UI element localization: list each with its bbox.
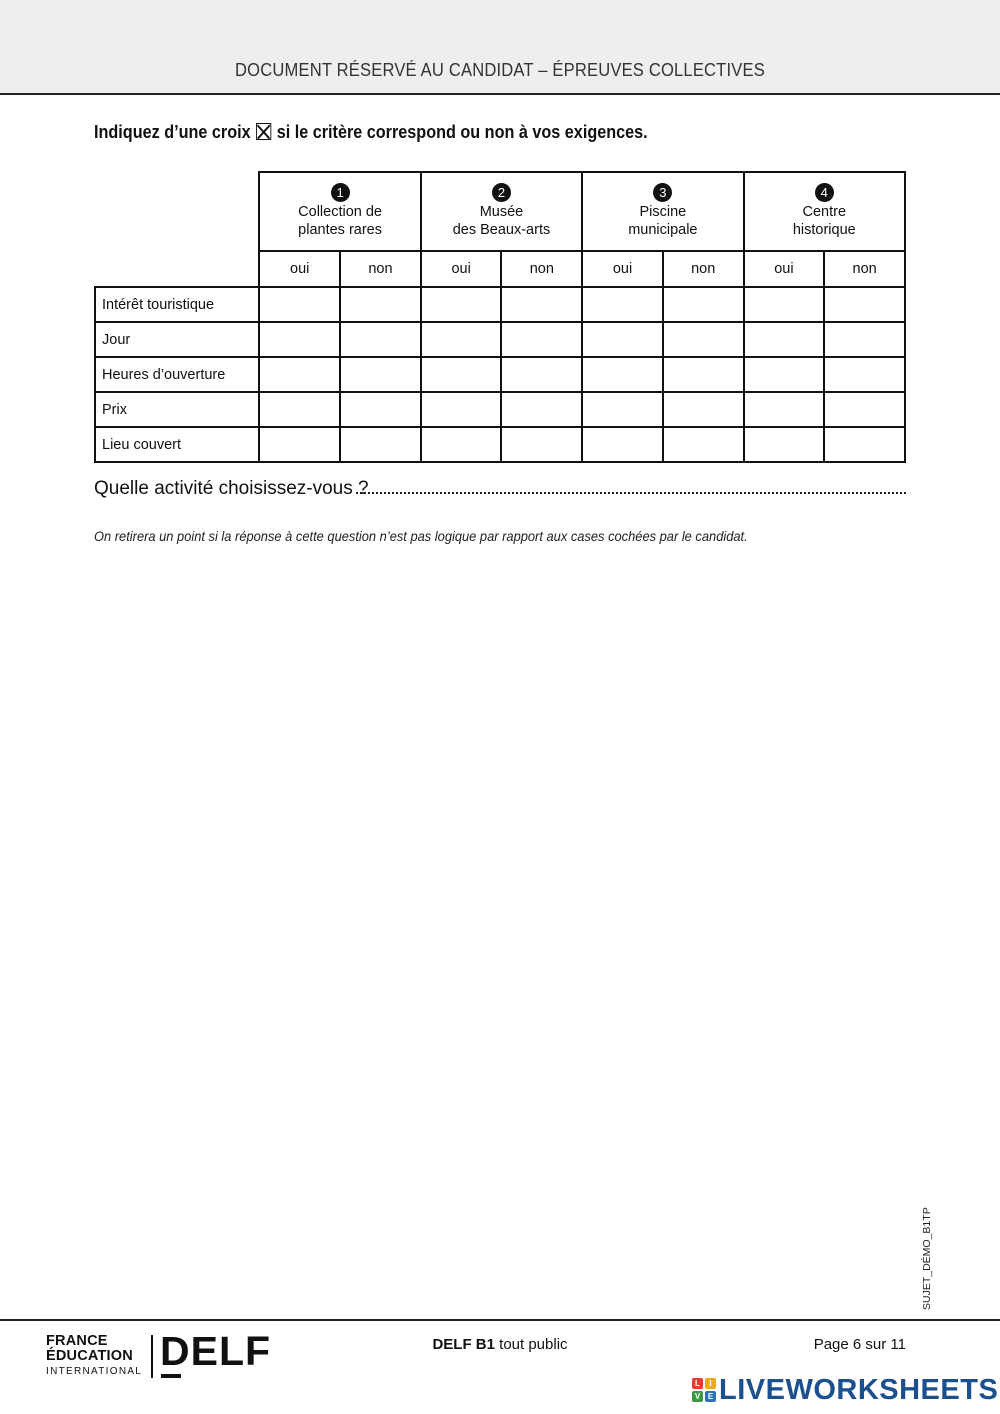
criterion-label: Jour xyxy=(95,322,259,357)
delf-logo-bar xyxy=(161,1374,181,1378)
instruction-after: si le critère correspond ou non à vos exigences. xyxy=(276,122,648,142)
oui-column-header: oui xyxy=(582,251,663,287)
answer-dotted-line[interactable] xyxy=(356,491,906,494)
lw-letter-block: I xyxy=(705,1378,716,1389)
page-header xyxy=(0,0,1000,95)
oui-checkbox-cell[interactable] xyxy=(259,427,340,462)
exam-level-bold: DELF B1 xyxy=(432,1336,495,1353)
activity-name-line2: plantes rares xyxy=(298,222,382,238)
non-checkbox-cell[interactable] xyxy=(501,392,582,427)
oui-checkbox-cell[interactable] xyxy=(582,427,663,462)
oui-column-header: oui xyxy=(421,251,502,287)
logo-line-1: FRANCE xyxy=(46,1333,108,1349)
activity-number-badge: 4 xyxy=(815,183,834,202)
non-checkbox-cell[interactable] xyxy=(663,287,744,322)
non-column-header: non xyxy=(340,251,421,287)
table-corner xyxy=(95,172,259,287)
oui-checkbox-cell[interactable] xyxy=(421,287,502,322)
scoring-note: On retirera un point si la réponse à cette question n’est pas logique par rapport aux cases cochées par le candidat. xyxy=(94,528,748,544)
activity-header xyxy=(421,172,582,251)
non-checkbox-cell[interactable] xyxy=(824,392,905,427)
lw-letter-block: L xyxy=(692,1378,703,1389)
non-checkbox-cell[interactable] xyxy=(501,322,582,357)
liveworksheets-text: LIVEWORKSHEETS xyxy=(719,1373,999,1406)
oui-checkbox-cell[interactable] xyxy=(582,392,663,427)
question-line xyxy=(94,478,906,500)
oui-checkbox-cell[interactable] xyxy=(259,287,340,322)
lw-letter-block: E xyxy=(705,1391,716,1402)
instruction-before: Indiquez d’une croix xyxy=(94,122,251,142)
activity-name-line2: municipale xyxy=(628,222,698,238)
non-checkbox-cell[interactable] xyxy=(340,392,421,427)
oui-checkbox-cell[interactable] xyxy=(744,287,825,322)
activity-number-badge: 2 xyxy=(492,183,511,202)
non-checkbox-cell[interactable] xyxy=(340,287,421,322)
oui-checkbox-cell[interactable] xyxy=(259,322,340,357)
oui-checkbox-cell[interactable] xyxy=(582,287,663,322)
activity-name-line1: Musée xyxy=(479,204,524,220)
activity-header xyxy=(582,172,743,251)
liveworksheets-logo[interactable] xyxy=(692,1374,998,1406)
activity-name-line2: historique xyxy=(792,222,856,238)
non-checkbox-cell[interactable] xyxy=(663,322,744,357)
activity-name-line2: des Beaux-arts xyxy=(452,222,551,238)
page-number: Page 6 sur 11 xyxy=(813,1336,906,1353)
instruction-text xyxy=(94,122,648,143)
non-column-header: non xyxy=(824,251,905,287)
activity-number-badge: 1 xyxy=(331,183,350,202)
non-checkbox-cell[interactable] xyxy=(340,427,421,462)
oui-checkbox-cell[interactable] xyxy=(421,357,502,392)
criterion-label: Prix xyxy=(95,392,259,427)
non-column-header: non xyxy=(501,251,582,287)
oui-checkbox-cell[interactable] xyxy=(744,427,825,462)
delf-logo: DELF xyxy=(160,1328,272,1374)
criterion-label: Lieu couvert xyxy=(95,427,259,462)
logo-line-2: ÉDUCATION xyxy=(46,1348,133,1364)
oui-checkbox-cell[interactable] xyxy=(259,392,340,427)
oui-checkbox-cell[interactable] xyxy=(744,392,825,427)
checkbox-x-icon xyxy=(256,123,271,140)
footer-divider xyxy=(0,1319,1000,1321)
criteria-table xyxy=(94,171,906,463)
table-row xyxy=(95,287,905,322)
oui-column-header: oui xyxy=(744,251,825,287)
oui-checkbox-cell[interactable] xyxy=(259,357,340,392)
lw-letter-block: V xyxy=(692,1391,703,1402)
oui-checkbox-cell[interactable] xyxy=(744,322,825,357)
table-row xyxy=(95,322,905,357)
question-text: Quelle activité choisissez-vous ? xyxy=(94,478,369,499)
criterion-label: Intérêt touristique xyxy=(95,287,259,322)
non-column-header: non xyxy=(663,251,744,287)
non-checkbox-cell[interactable] xyxy=(340,357,421,392)
activity-number-badge: 3 xyxy=(653,183,672,202)
oui-checkbox-cell[interactable] xyxy=(744,357,825,392)
oui-checkbox-cell[interactable] xyxy=(582,357,663,392)
non-checkbox-cell[interactable] xyxy=(663,427,744,462)
oui-checkbox-cell[interactable] xyxy=(421,427,502,462)
non-checkbox-cell[interactable] xyxy=(501,287,582,322)
non-checkbox-cell[interactable] xyxy=(340,322,421,357)
oui-checkbox-cell[interactable] xyxy=(582,322,663,357)
table-row xyxy=(95,392,905,427)
table-row xyxy=(95,427,905,462)
non-checkbox-cell[interactable] xyxy=(824,287,905,322)
non-checkbox-cell[interactable] xyxy=(501,427,582,462)
non-checkbox-cell[interactable] xyxy=(824,357,905,392)
non-checkbox-cell[interactable] xyxy=(663,392,744,427)
non-checkbox-cell[interactable] xyxy=(824,322,905,357)
header-title: DOCUMENT RÉSERVÉ AU CANDIDAT – ÉPREUVES COLLECTIVES xyxy=(235,60,765,80)
activity-header xyxy=(259,172,420,251)
activity-name-line1: Piscine xyxy=(639,204,687,220)
oui-checkbox-cell[interactable] xyxy=(421,322,502,357)
logo-line-3: INTERNATIONAL xyxy=(46,1366,143,1377)
oui-checkbox-cell[interactable] xyxy=(421,392,502,427)
document-code: SUJET_DÉMO_B1TP xyxy=(921,1207,933,1310)
activity-header xyxy=(744,172,905,251)
exam-level-rest: tout public xyxy=(494,1336,568,1353)
table-row xyxy=(95,357,905,392)
criterion-label: Heures d’ouverture xyxy=(95,357,259,392)
oui-column-header: oui xyxy=(259,251,340,287)
activity-name-line1: Collection de xyxy=(298,204,382,220)
activity-name-line1: Centre xyxy=(802,204,847,220)
non-checkbox-cell[interactable] xyxy=(501,357,582,392)
liveworksheets-blocks-icon xyxy=(692,1378,716,1402)
non-checkbox-cell[interactable] xyxy=(824,427,905,462)
non-checkbox-cell[interactable] xyxy=(663,357,744,392)
